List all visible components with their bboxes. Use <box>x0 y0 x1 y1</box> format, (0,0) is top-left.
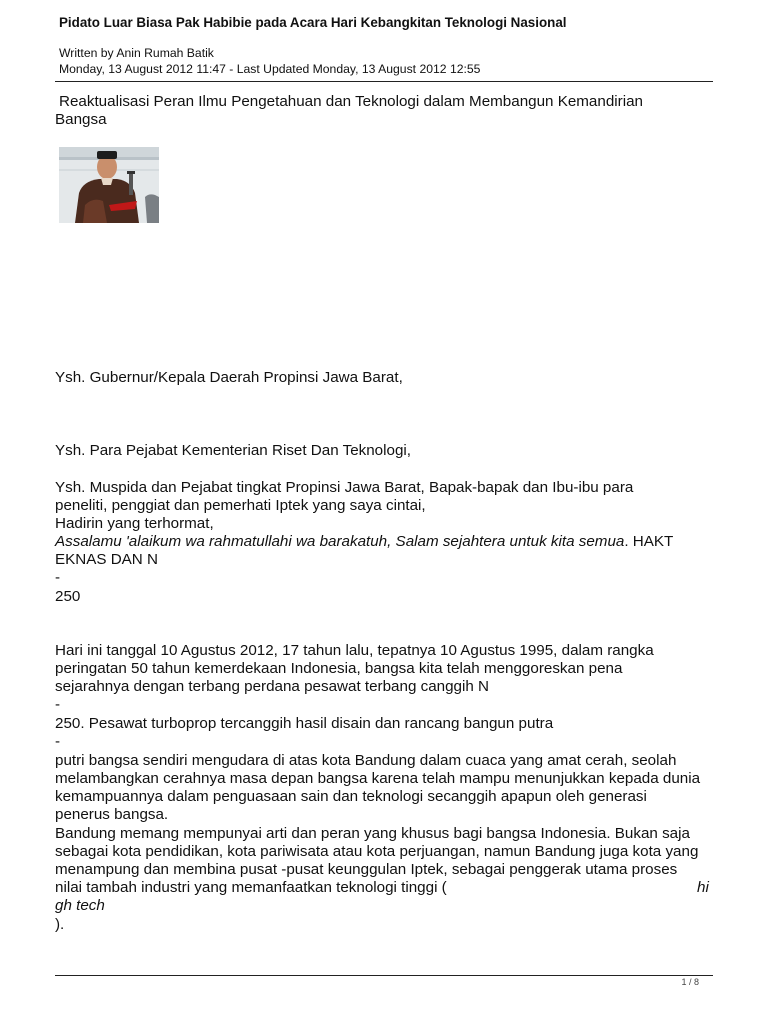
paragraph-line: EKNAS DAN N <box>55 551 158 568</box>
paragraph-line: kemampuannya dalam penguasaan sain dan teknologi secanggih apapun oleh generasi <box>55 788 647 805</box>
paragraph-line: sebagai kota pendidikan, kota pariwisata atau kota perjuangan, namun Bandung juga kota yang <box>55 843 699 860</box>
paragraph-line: sejarahnya dengan terbang perdana pesawat terbang canggih N <box>55 678 490 695</box>
italic-fragment <box>55 897 105 915</box>
italic-hi: hi <box>697 879 709 896</box>
salam-line <box>55 533 673 551</box>
paragraph-line: Hadirin yang terhormat, <box>55 515 214 532</box>
paragraph-line: Bandung memang mempunyai arti dan peran yang khusus bagi bangsa Indonesia. Bukan saja <box>55 825 690 842</box>
salam-rest: . HAKT <box>624 533 674 550</box>
article-heading-line1: Reaktualisasi Peran Ilmu Pengetahuan dan Teknologi dalam Membangun Kemandirian <box>59 93 643 110</box>
greeting-governor: Ysh. Gubernur/Kepala Daerah Propinsi Jawa Barat, <box>55 369 403 386</box>
greeting-ministry: Ysh. Para Pejabat Kementerian Riset Dan Teknologi, <box>55 442 411 459</box>
date-line: Monday, 13 August 2012 11:47 - Last Updated Monday, 13 August 2012 12:55 <box>59 62 481 76</box>
speaker-photo-image <box>59 147 159 223</box>
paragraph-line: melambangkan cerahnya masa depan bangsa karena telah mampu menunjukkan kepada dunia <box>55 770 701 787</box>
footer-divider <box>55 975 713 976</box>
document-title: Pidato Luar Biasa Pak Habibie pada Acara Hari Kebangkitan Teknologi Nasional <box>59 15 567 30</box>
speaker-photo <box>59 147 159 223</box>
author-line: Written by Anin Rumah Batik <box>59 46 214 60</box>
number-line: 250 <box>55 588 81 605</box>
italic-gh-tech: gh tech <box>55 897 105 914</box>
page-number: 1 / 8 <box>681 977 699 987</box>
paragraph-line: penerus bangsa. <box>55 806 169 823</box>
header-divider <box>55 81 713 82</box>
paragraph-line: peneliti, penggiat dan pemerhati Iptek yang saya cintai, <box>55 497 426 514</box>
paragraph-line: peringatan 50 tahun kemerdekaan Indonesia, bangsa kita telah menggoreskan pena <box>55 660 623 677</box>
dash-line: - <box>55 569 61 586</box>
italic-fragment <box>697 879 709 897</box>
dash-line: - <box>55 733 61 750</box>
paragraph-line: menampung dan membina pusat -pusat keunggulan Iptek, sebagai penggerak utama proses <box>55 861 678 878</box>
paragraph-line: putri bangsa sendiri mengudara di atas kota Bandung dalam cuaca yang amat cerah, seolah <box>55 752 677 769</box>
paragraph-line: nilai tambah industri yang memanfaatkan teknologi tinggi ( <box>55 879 447 896</box>
paragraph-line: Ysh. Muspida dan Pejabat tingkat Propinsi Jawa Barat, Bapak-bapak dan Ibu-ibu para <box>55 479 634 496</box>
paragraph-line: ). <box>55 916 65 933</box>
paragraph-line: 250. Pesawat turboprop tercanggih hasil disain dan rancang bangun putra <box>55 715 554 732</box>
dash-line: - <box>55 696 61 713</box>
paragraph-line: Hari ini tanggal 10 Agustus 2012, 17 tahun lalu, tepatnya 10 Agustus 1995, dalam rangka <box>55 642 654 659</box>
article-heading-line2: Bangsa <box>55 111 107 128</box>
salam-italic: Assalamu 'alaikum wa rahmatullahi wa barakatuh, Salam sejahtera untuk kita semua <box>55 533 625 550</box>
